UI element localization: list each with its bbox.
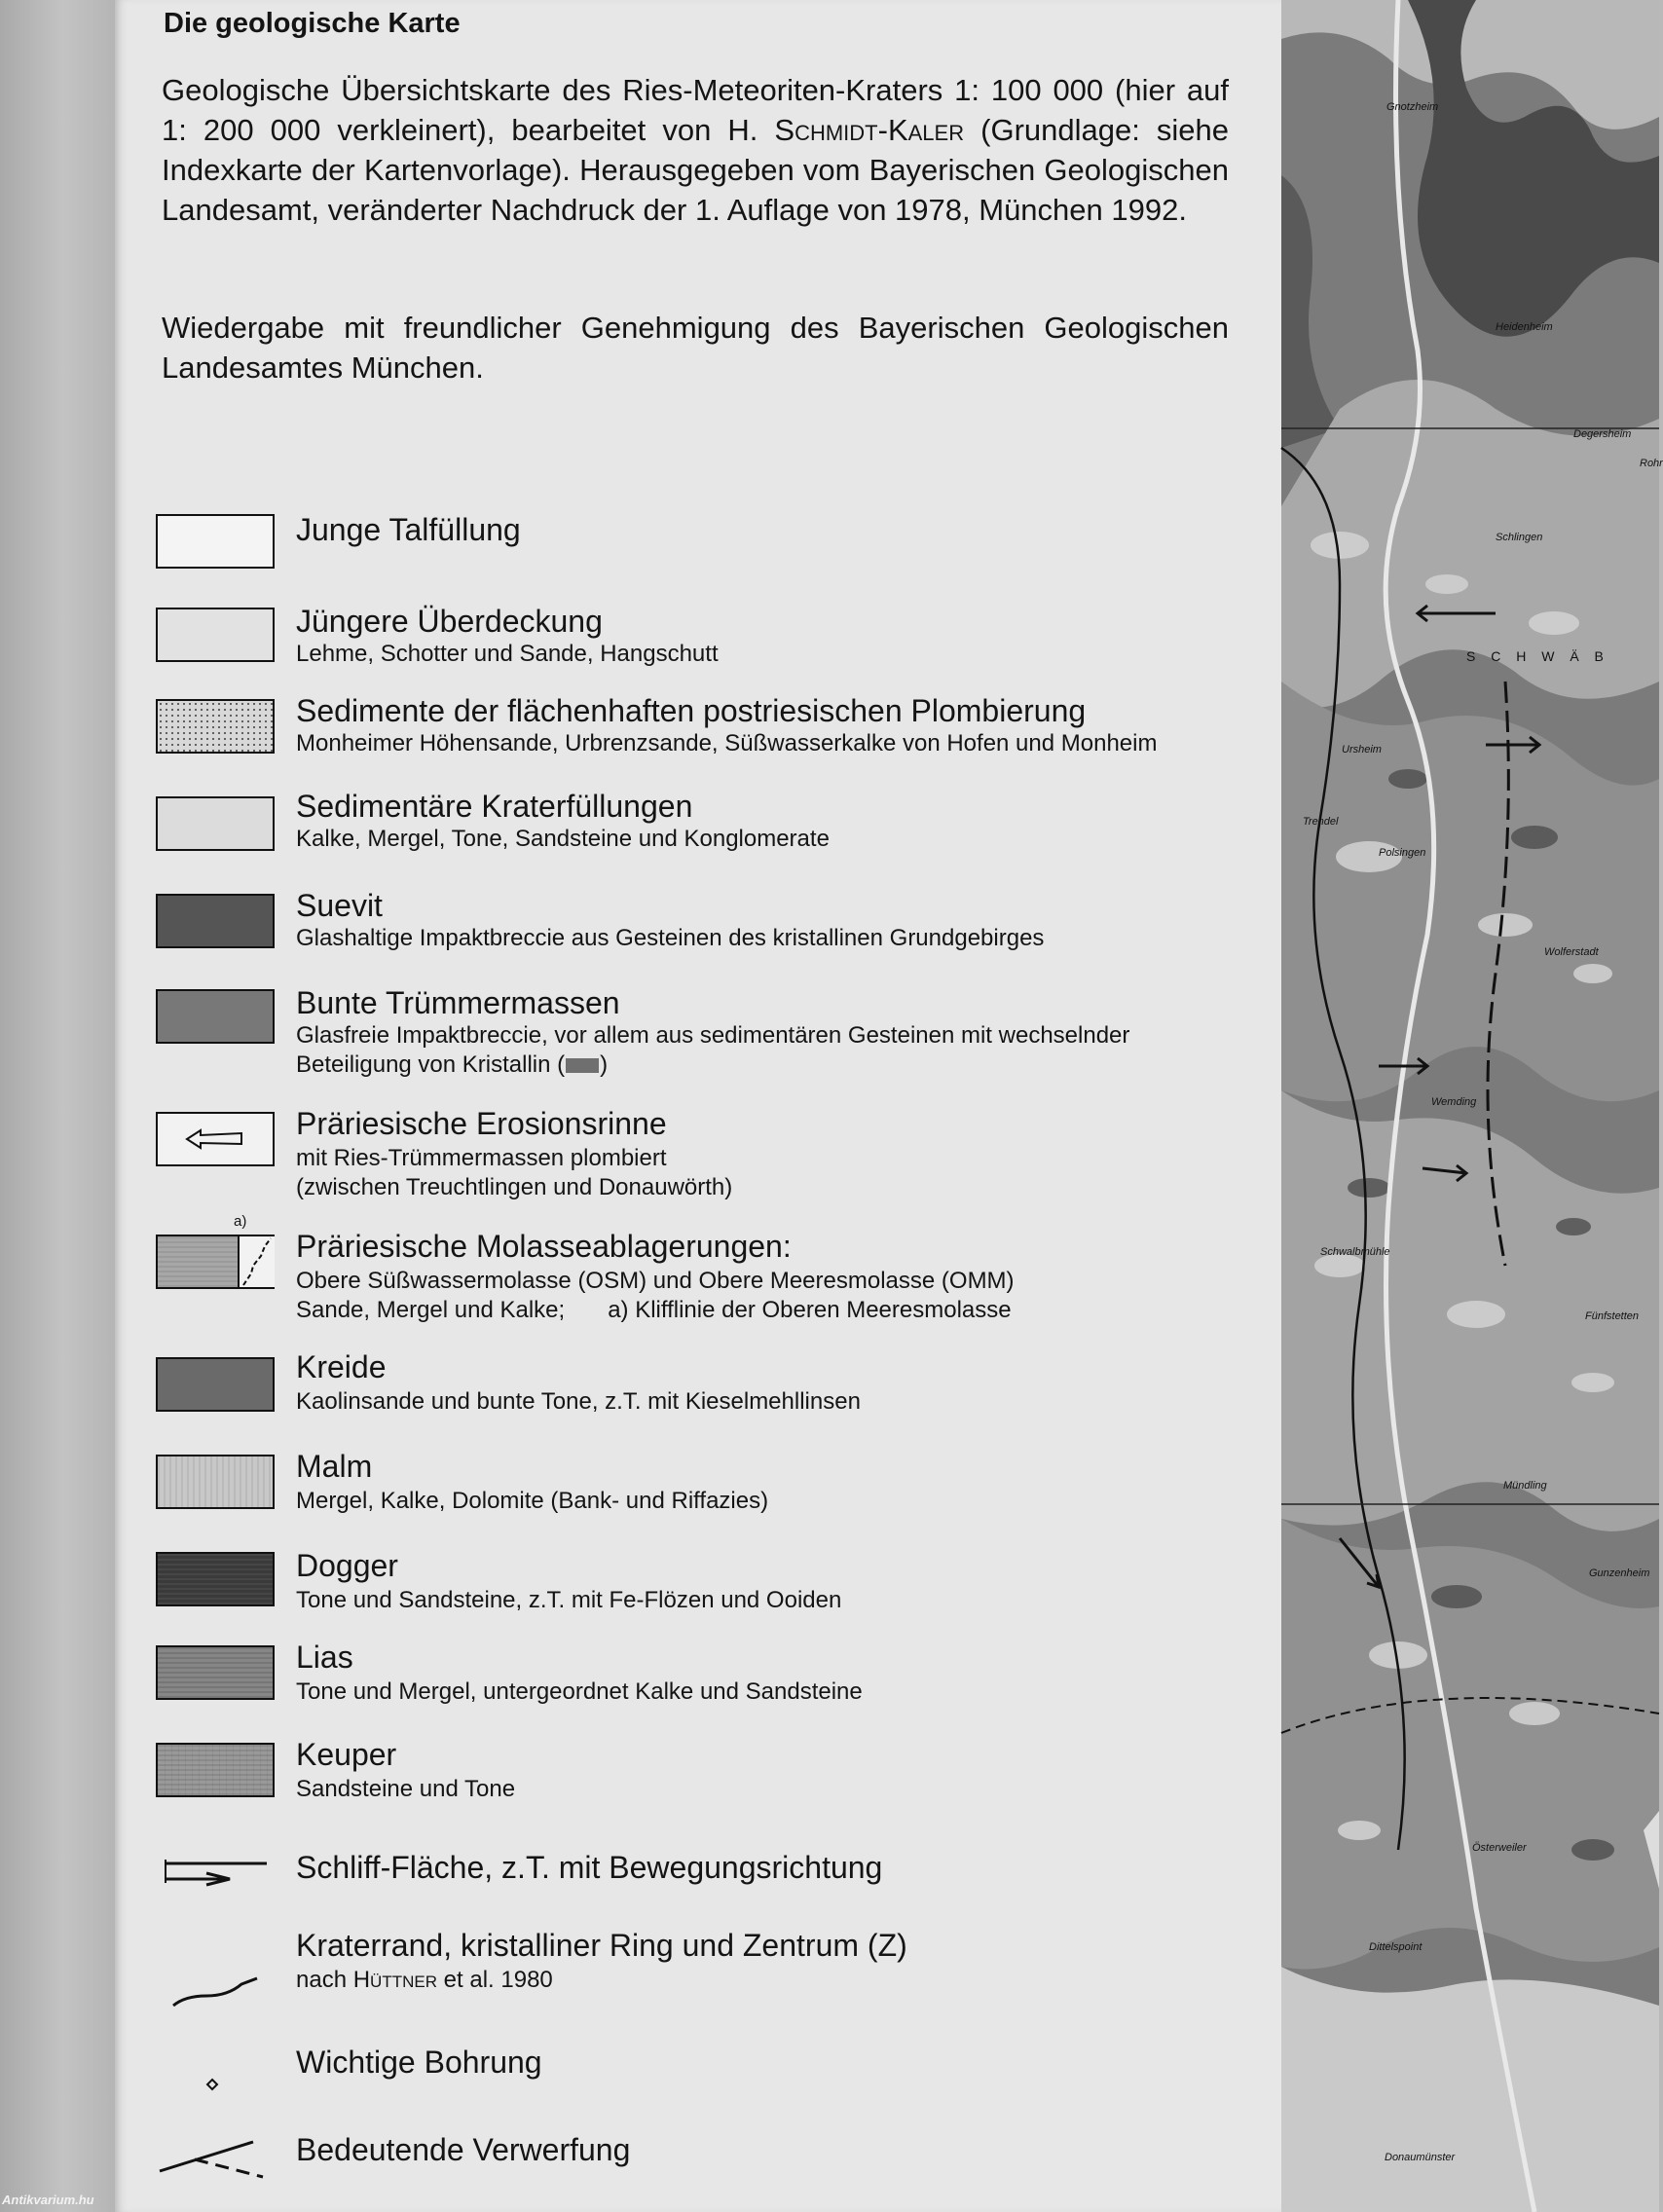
legend-title: Bedeutende Verwerfung [296, 2132, 631, 2167]
map-label-gnotzheim: Gnotzheim [1386, 101, 1439, 113]
klifflinie-line [240, 1236, 275, 1287]
map-label-schwaben: S C H W Ä B [1466, 648, 1609, 664]
verwerfung-line-icon [156, 2132, 273, 2191]
legend-title: Lias [296, 1640, 353, 1675]
legend-swatch [156, 1235, 275, 1289]
legend-swatch [156, 796, 275, 851]
map-label-degersheim: Degersheim [1573, 428, 1632, 440]
klifflinie-marker: a) [234, 1213, 247, 1230]
map-label-dittelspoint: Dittelspoint [1369, 1941, 1423, 1953]
permission-paragraph: Wiedergabe mit freundlicher Genehmigung des Bayerischen Geologischen Landesamtes München. [162, 311, 1229, 385]
legend-desc: Beteiligung von Kristallin ( ) [296, 1051, 609, 1078]
legend-swatch [156, 1743, 275, 1797]
kristallin-swatch-chip [566, 1058, 599, 1073]
map-label-trendel: Trendel [1303, 816, 1339, 828]
map-label-wemding: Wemding [1431, 1096, 1477, 1108]
legend-desc: Tone und Sandsteine, z.T. mit Fe-Flözen und Ooiden [296, 1587, 842, 1613]
kraterrand-line-icon [156, 1957, 273, 2015]
legend-title: Wichtige Bohrung [296, 2045, 542, 2080]
legend-title: Kraterrand, kristalliner Ring und Zentrum (Z) [296, 1928, 907, 1963]
legend-title: Präriesische Erosionsrinne [296, 1106, 667, 1141]
map-label-muendling: Mündling [1503, 1480, 1547, 1492]
legend-swatch [156, 1357, 275, 1412]
page-title: Die geologische Karte [164, 8, 461, 39]
legend-desc: Kalke, Mergel, Tone, Sandsteine und Konglomerate [296, 826, 830, 852]
background-left [0, 0, 115, 2212]
legend-swatch [156, 1455, 275, 1509]
legend-swatch [156, 1112, 275, 1166]
legend-title: Sedimente der flächenhaften postriesischen Plombierung [296, 693, 1087, 728]
map-label-ursheim: Ursheim [1342, 744, 1382, 756]
legend-desc: Monheimer Höhensande, Urbrenzsande, Süßwasserkalke von Hofen und Monheim [296, 730, 1158, 756]
legend-desc: Obere Süßwassermolasse (OSM) und Obere Meeresmolasse (OMM) [296, 1268, 1015, 1294]
legend-title: Junge Talfüllung [296, 512, 521, 547]
legend-desc: Lehme, Schotter und Sande, Hangschutt [296, 641, 719, 667]
legend-swatch [156, 514, 275, 569]
legend-desc: Mergel, Kalke, Dolomite (Bank- und Riffazies) [296, 1488, 769, 1514]
legend-swatch [156, 894, 275, 948]
watermark: Antikvarium.hu [2, 2193, 94, 2207]
legend-desc: Sande, Mergel und Kalke; a) Klifflinie der Oberen Meeresmolasse [296, 1297, 1012, 1323]
geological-map [1281, 0, 1663, 2212]
author-name: Schmidt-Kaler [774, 113, 965, 147]
klifflinie-swatch [238, 1236, 275, 1287]
map-label-fuenfstetten: Fünfstetten [1585, 1310, 1640, 1322]
legend-swatch [156, 1552, 275, 1606]
legend-title: Präriesische Molasseablagerungen: [296, 1229, 792, 1264]
legend-title: Suevit [296, 888, 383, 923]
legend-title: Sedimentäre Kraterfüllungen [296, 789, 693, 824]
intro-paragraph: Geologische Übersichtskarte des Ries-Meteoriten-Kraters 1: 100 000 (hier auf 1: 200 000 verkleinert), bearbeitet von H. Schmidt-Kaler (Grundlage: siehe Indexkarte der Kartenvorlage). Herausgegeben vom Bayerischen Geologischen Landesamt, veränderter Nachdruck der 1. Auflage von 1978, München 1992. [162, 73, 1229, 227]
map-label-donaumuenster: Donaumünster [1385, 2152, 1456, 2163]
map-label-rohr: Rohr [1640, 458, 1663, 469]
left-arrow-icon [158, 1114, 273, 1164]
legend-desc: mit Ries-Trümmermassen plombiert [296, 1145, 667, 1171]
map-label-wolferstadt: Wolferstadt [1544, 946, 1599, 958]
legend-desc: Sandsteine und Tone [296, 1776, 516, 1802]
legend-swatch [156, 1645, 275, 1700]
map-label-schlingen: Schlingen [1496, 532, 1543, 543]
legend-title: Schliff-Fläche, z.T. mit Bewegungsrichtung [296, 1850, 883, 1885]
legend-desc: Tone und Mergel, untergeordnet Kalke und Sandsteine [296, 1678, 863, 1705]
bohrung-diamond-icon [156, 2070, 273, 2109]
legend-title: Kreide [296, 1349, 387, 1384]
map-label-heidenheim: Heidenheim [1496, 321, 1553, 333]
legend-swatch [156, 989, 275, 1044]
legend-swatch [156, 608, 275, 662]
legend-desc: (zwischen Treuchtlingen und Donauwörth) [296, 1174, 733, 1200]
legend-title: Malm [296, 1449, 373, 1484]
legend-title: Bunte Trümmermassen [296, 985, 620, 1020]
legend-title: Keuper [296, 1737, 397, 1772]
schliff-arrow-icon [156, 1854, 273, 1893]
legend-desc: nach Hüttner et al. 1980 [296, 1967, 553, 1993]
map-label-schwalbmuehle: Schwalbmühle [1320, 1246, 1390, 1258]
map-label-gunzenheim: Gunzenheim [1589, 1567, 1650, 1579]
legend-title: Jüngere Überdeckung [296, 604, 603, 639]
map-label-polsingen: Polsingen [1379, 847, 1426, 859]
map-label-oesterweiler: Österweiler [1472, 1842, 1527, 1854]
legend-title: Dogger [296, 1548, 398, 1583]
legend-desc: Kaolinsande und bunte Tone, z.T. mit Kieselmehllinsen [296, 1388, 861, 1415]
legend-desc: Glashaltige Impaktbreccie aus Gesteinen des kristallinen Grundgebirges [296, 925, 1045, 951]
legend-desc: Glasfreie Impaktbreccie, vor allem aus sedimentären Gesteinen mit wechselnder [296, 1022, 1130, 1049]
legend-swatch [156, 699, 275, 754]
